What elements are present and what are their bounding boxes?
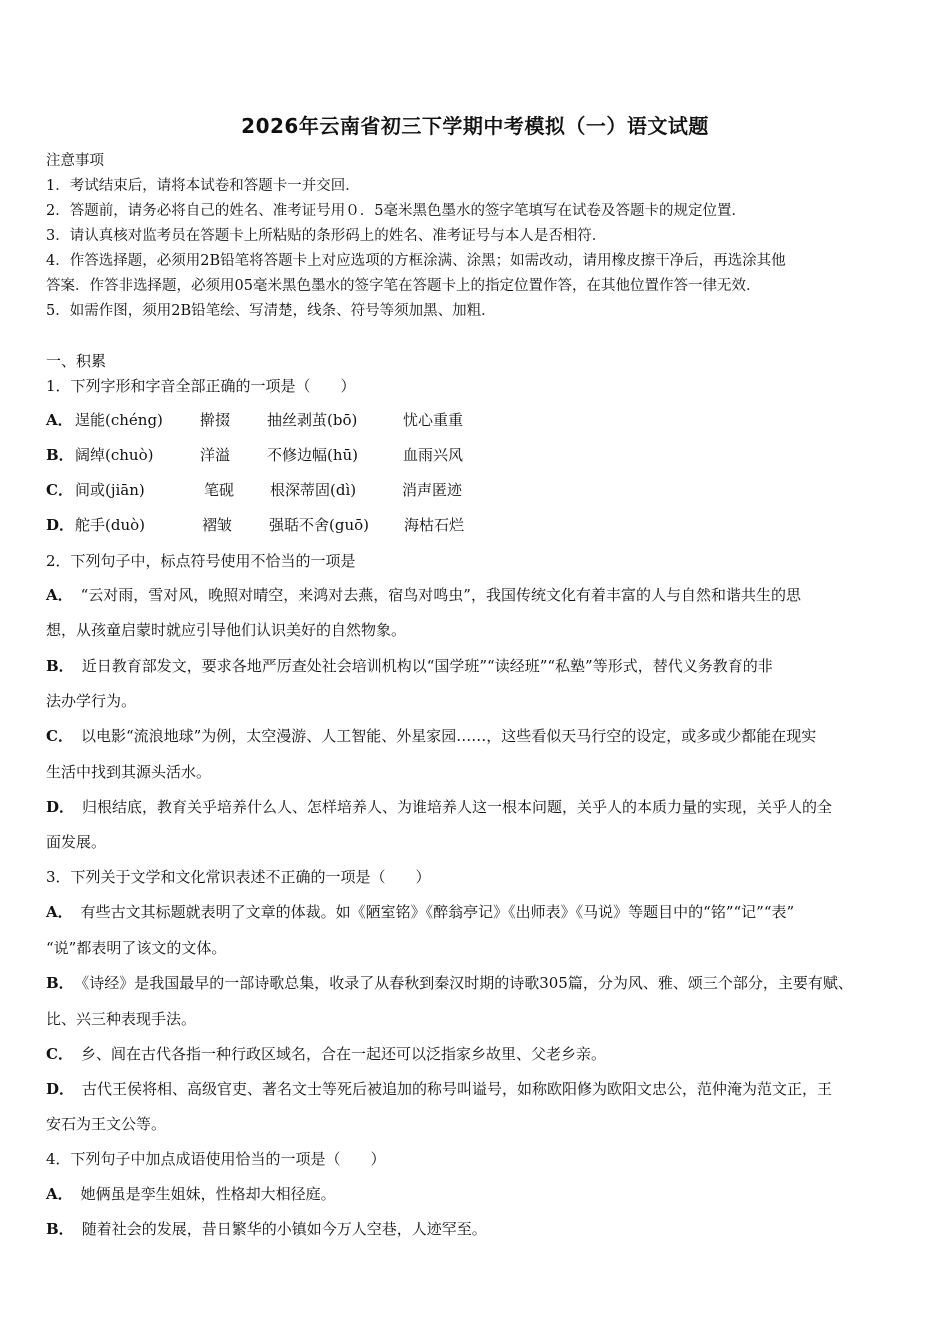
- option-text: 她俩虽是孪生姐妹，性格却大相径庭。: [80, 1185, 336, 1203]
- option-cell: 强聒不舍(guō): [269, 516, 369, 534]
- option-cell: 不修边幅(hū): [267, 446, 359, 464]
- option-label: A．: [46, 903, 73, 921]
- option-text-continued: “说”都表明了该文的文体。: [46, 939, 227, 957]
- option-cell: 血雨兴风: [403, 446, 464, 464]
- notice-item: 2．答题前，请务必将自己的姓名、准考证号用０．5毫米黑色墨水的签字笔填写在试卷及答题卡的规定位置．: [46, 203, 746, 219]
- option-cell: 逞能(chéng): [75, 411, 163, 429]
- page-title: 2026年云南省初三下学期中考模拟（一）语文试题: [241, 114, 709, 138]
- option-text: 以电影“流浪地球”为例，太空漫游、人工智能、外星家园……，这些看似天马行空的设定，或多或少都能在现实: [80, 727, 817, 745]
- question-3-stem: 3．下列关于文学和文化常识表述不正确的一项是（ ）: [46, 868, 431, 886]
- option-cell: 根深蒂固(dì): [270, 481, 357, 499]
- question-3-option-a: [46, 902, 794, 922]
- option-text-continued: 比、兴三种表现手法。: [46, 1010, 197, 1028]
- option-cell: 间或(jiān): [75, 481, 145, 499]
- question-3-option-d: [46, 1079, 832, 1099]
- option-label: A．: [46, 586, 73, 604]
- option-cell: 抽丝剥茧(bō): [267, 411, 358, 429]
- option-text: 近日教育部发文，要求各地严厉查处社会培训机构以“国学班”“读经班”“私塾”等形式，替代义务教育的非: [81, 657, 773, 675]
- option-text: 古代王侯将相、高级官吏、著名文士等死后被追加的称号叫谥号，如称欧阳修为欧阳文忠公，范仲淹为范文正，王: [82, 1080, 833, 1098]
- notice-item: 1．考试结束后，请将本试卷和答题卡一并交回．: [46, 178, 360, 194]
- question-4-stem: 4．下列句子中加点成语使用恰当的一项是（ ）: [46, 1150, 386, 1168]
- option-label: D．: [46, 516, 75, 534]
- option-cell: 消声匿迹: [402, 481, 463, 499]
- question-1-stem: 1．下列字形和字音全部正确的一项是（ ）: [46, 377, 356, 395]
- option-label: B．: [46, 446, 74, 464]
- option-label: C．: [46, 481, 73, 499]
- option-label: D．: [46, 798, 75, 816]
- question-3-option-c: [46, 1044, 606, 1064]
- notice-heading: 注意事项: [46, 153, 104, 169]
- question-3-option-b: [46, 973, 853, 993]
- question-2-option-c: [46, 726, 816, 746]
- option-text: 有些古文其标题就表明了文章的体裁。如《陋室铭》《醉翁亭记》《出师表》《马说》等题目中的“铭”“记”“表”: [80, 903, 795, 921]
- option-label: B．: [46, 657, 74, 675]
- option-text-continued: 面发展。: [46, 833, 107, 851]
- notice-item: 答案．作答非选择题，必须用05毫米黑色墨水的签字笔在答题卡上的指定位置作答，在其他位置作答一律无效．: [46, 278, 761, 294]
- option-cell: 褶皱: [202, 516, 233, 534]
- option-label: B．: [46, 974, 74, 992]
- option-label: C．: [46, 1045, 73, 1063]
- option-cell: 忧心重重: [403, 411, 464, 429]
- question-2-option-b: [46, 656, 773, 676]
- notice-item: 5．如需作图，须用2B铅笔绘、写清楚，线条、符号等须加黑、加粗．: [46, 303, 496, 319]
- option-cell: 阔绰(chuò): [75, 446, 154, 464]
- option-cell: 舵手(duò): [75, 516, 145, 534]
- option-text: 归根结底，教育关乎培养什么人、怎样培养人、为谁培养人这一根本问题，关乎人的本质力量的实现，关乎人的全: [82, 798, 833, 816]
- option-label: C．: [46, 727, 73, 745]
- option-cell: 笔砚: [204, 481, 235, 499]
- option-label: B．: [46, 1220, 74, 1238]
- option-text-continued: 法办学行为。: [46, 692, 137, 710]
- question-2-option-a: [46, 585, 801, 605]
- option-text-continued: 想，从孩童启蒙时就应引导他们认识美好的自然物象。: [46, 621, 407, 639]
- option-text: 随着社会的发展，昔日繁华的小镇如今万人空巷，人迹罕至。: [81, 1220, 487, 1238]
- option-label: A．: [46, 411, 73, 429]
- option-text: “云对雨，雪对风，晚照对晴空，来鸿对去燕，宿鸟对鸣虫”，我国传统文化有着丰富的人与自然和谐共生的思: [80, 586, 801, 604]
- option-cell: 洋溢: [200, 446, 231, 464]
- option-text-continued: 生活中找到其源头活水。: [46, 763, 212, 781]
- option-text: 《诗经》是我国最早的一部诗歌总集，收录了从春秋到秦汉时期的诗歌305篇，分为风、雅、颂三个部分，主要有赋、: [81, 974, 853, 992]
- option-text-continued: 安石为王文公等。: [46, 1115, 167, 1133]
- question-4-option-b: [46, 1219, 487, 1239]
- notice-item: 4．作答选择题，必须用2B铅笔将答题卡上对应选项的方框涂满、涂黑；如需改动，请用橡皮擦干净后，再选涂其他: [46, 253, 786, 269]
- option-label: D．: [46, 1080, 75, 1098]
- option-cell: 海枯石烂: [404, 516, 465, 534]
- notice-item: 3．请认真核对监考员在答题卡上所粘贴的条形码上的姓名、准考证号与本人是否相符．: [46, 228, 607, 244]
- question-2-stem: 2．下列句子中，标点符号使用不恰当的一项是: [46, 552, 356, 570]
- section-heading: 一、积累: [46, 352, 107, 370]
- question-4-option-a: [46, 1184, 336, 1204]
- option-text: 乡、闾在古代各指一种行政区域名，合在一起还可以泛指家乡故里、父老乡亲。: [80, 1045, 606, 1063]
- option-cell: 擀掇: [200, 411, 231, 429]
- question-2-option-d: [46, 797, 832, 817]
- option-label: A．: [46, 1185, 73, 1203]
